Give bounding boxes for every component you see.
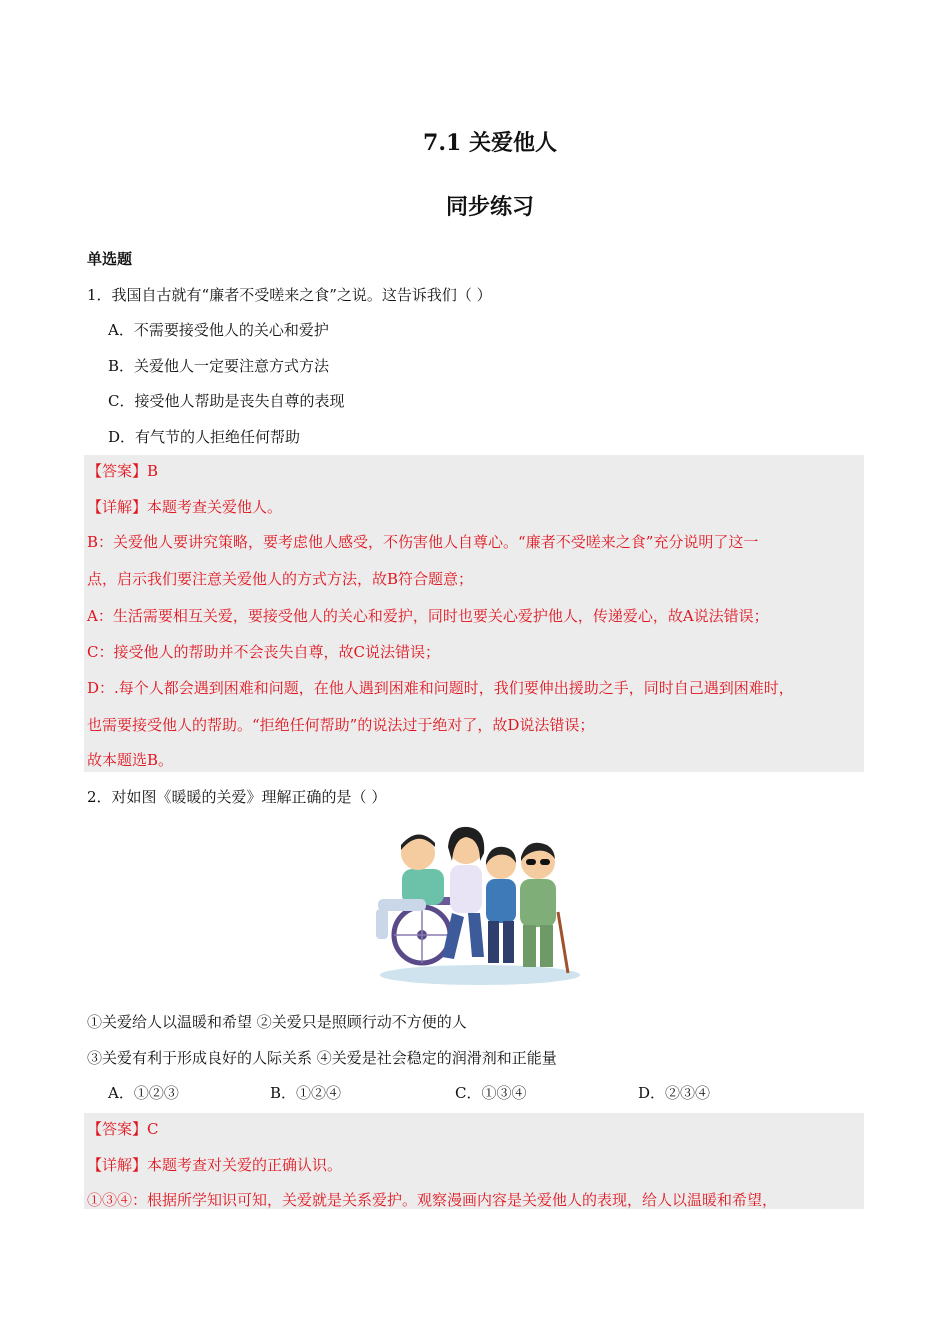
question-1-option-a: A．不需要接受他人的关心和爱护 [108, 321, 329, 339]
analysis-line: D：.每个人都会遇到困难和问题，在他人遇到困难和问题时，我们要伸出援助之手，同时自己遇到困难时， [87, 679, 794, 697]
analysis-line: 点，启示我们要注意关爱他人的方式方法，故B符合题意； [87, 570, 474, 588]
question-1-answer: 【答案】B [87, 462, 159, 480]
question-2-option-b: B．①②④ [270, 1084, 342, 1102]
page-subtitle: 同步练习 [445, 194, 534, 220]
question-2-stem: 2．对如图《暖暖的关爱》理解正确的是（ ） [87, 788, 387, 806]
analysis-line: 故本题选B。 [87, 751, 174, 769]
question-1-answer-box [84, 455, 864, 772]
statements-line-2: ③关爱有利于形成良好的人际关系 ④关爱是社会稳定的润滑剂和正能量 [87, 1049, 557, 1067]
question-1-stem: 1．我国自古就有“廉者不受嗟来之食”之说。这告诉我们（ ） [87, 286, 492, 304]
warm-care-illustration [370, 817, 585, 987]
analysis-line: 【详解】本题考查对关爱的正确认识。 [87, 1156, 343, 1174]
question-2-option-c: C．①③④ [455, 1084, 527, 1102]
question-1-option-b: B．关爱他人一定要注意方式方法 [108, 357, 330, 375]
question-2-option-a: A．①②③ [108, 1084, 179, 1102]
question-2-answer: 【答案】C [87, 1120, 159, 1138]
analysis-line: 【详解】本题考查关爱他人。 [87, 498, 283, 516]
page-title: 7.1 关爱他人 [423, 130, 557, 156]
question-2-answer-box [84, 1113, 864, 1209]
analysis-line: A：生活需要相互关爱，要接受他人的关心和爱护，同时也要关心爱护他人，传递爱心，故A说法错误； [87, 607, 769, 625]
section-heading: 单选题 [87, 250, 133, 268]
analysis-line: B：关爱他人要讲究策略，要考虑他人感受，不伤害他人自尊心。“廉者不受嗟来之食”充分说明了这一 [87, 533, 759, 551]
analysis-line: ①③④：根据所学知识可知，关爱就是关系爱护。观察漫画内容是关爱他人的表现，给人以温暖和希望， [87, 1191, 778, 1209]
analysis-line: 也需要接受他人的帮助。“拒绝任何帮助”的说法过于绝对了，故D说法错误； [87, 716, 595, 734]
statements-line-1: ①关爱给人以温暖和希望 ②关爱只是照顾行动不方便的人 [87, 1013, 467, 1031]
question-2-option-d: D．②③④ [638, 1084, 711, 1102]
question-1-option-d: D．有气节的人拒绝任何帮助 [108, 428, 301, 446]
analysis-line: C：接受他人的帮助并不会丧失自尊，故C说法错误； [87, 643, 440, 661]
question-1-option-c: C．接受他人帮助是丧失自尊的表现 [108, 392, 345, 410]
